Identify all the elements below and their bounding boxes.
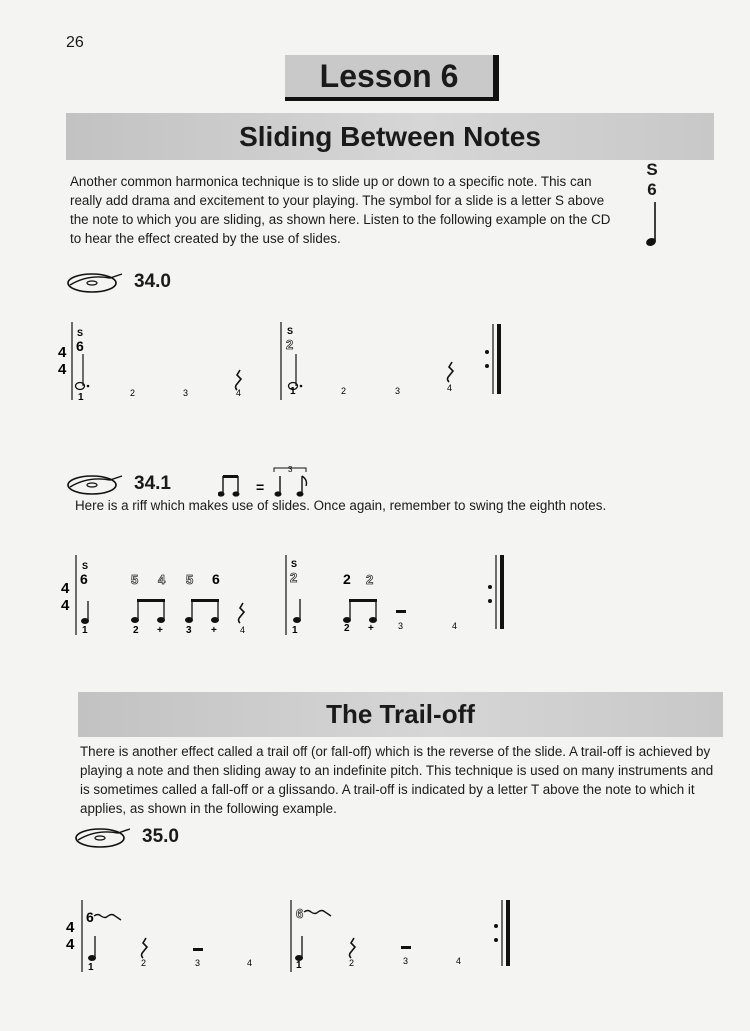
eighth-note-pair — [343, 599, 377, 623]
quarter-rest-icon — [236, 370, 242, 390]
time-signature-bottom: 4 — [61, 597, 70, 614]
cd-icon — [66, 472, 124, 496]
hole-number-outlined: 4 — [158, 572, 166, 587]
slide-marker: S — [82, 561, 89, 571]
music-staff-1 — [0, 320, 750, 405]
beat-count: 3 — [403, 956, 409, 966]
beat-count: 3 — [183, 388, 189, 398]
music-staff-2 — [0, 553, 750, 643]
beat-count: 1 — [88, 962, 94, 973]
quarter-note — [293, 617, 301, 623]
beat-count: + — [368, 623, 374, 634]
time-signature-top: 4 — [61, 580, 70, 597]
equals-sign: = — [256, 479, 265, 495]
hole-number: 6 — [76, 338, 84, 354]
beat-count: 3 — [398, 621, 404, 631]
eighth-note-pair — [131, 599, 165, 623]
half-rest-icon — [193, 948, 203, 951]
eighth-note-pair — [185, 599, 219, 623]
beat-count: 3 — [195, 958, 201, 968]
repeat-end-barline — [488, 555, 504, 629]
beat-count: 1 — [296, 960, 302, 971]
track-number: 34.1 — [134, 473, 171, 494]
beat-count: + — [157, 625, 163, 636]
hole-number-outlined: 2 — [366, 572, 374, 587]
hole-number: 6 — [80, 571, 88, 587]
trail-off-icon — [94, 915, 121, 921]
page-number: 26 — [66, 34, 84, 51]
trail-off-paragraph: There is another effect called a trail off (or fall-off) which is the reverse of the slide. A trail-off is achieved by playing a note and then sliding away to an indefinite pitch. This technique is used on many instruments and is sometimes called a fall-off or a glissando. A trail-off is indicated by a letter T above the note to which it applies, as shown in the following example. — [80, 744, 714, 816]
quarter-rest-icon — [448, 362, 454, 382]
hole-number-outlined: 5 — [186, 572, 194, 587]
beat-count: + — [211, 625, 217, 636]
cd-icon — [66, 270, 124, 294]
time-signature-bottom: 4 — [66, 936, 75, 953]
hole-number: 6 — [86, 909, 94, 925]
beat-count: 3 — [395, 386, 401, 396]
trail-off-icon — [304, 911, 331, 917]
half-rest-icon — [396, 610, 406, 613]
beat-count: 4 — [456, 956, 462, 966]
beat-count: 4 — [447, 383, 453, 393]
beat-count: 4 — [240, 625, 246, 635]
triplet-mark: 3 — [288, 466, 293, 474]
half-rest-icon — [401, 946, 411, 949]
track-number: 34.0 — [134, 271, 171, 292]
beat-count: 2 — [341, 386, 347, 396]
section-heading-sliding: Sliding Between Notes — [66, 113, 714, 160]
hole-number-outlined: 2 — [286, 337, 294, 352]
cd-track-34-1 — [66, 472, 171, 496]
dotted-half-note — [76, 354, 90, 390]
slide-symbol-hole: 6 — [647, 180, 657, 199]
beat-count: 4 — [236, 388, 242, 398]
beat-count: 2 — [141, 958, 147, 968]
sliding-paragraph: Another common harmonica technique is to slide up or down to a specific note. This can really add drama and excitement to your playing. The symbol for a slide is a letter S above the note to which you are sliding, as shown here. Listen to the following example on the CD to hear the effect created by the use of slides. — [70, 174, 611, 246]
beat-count: 2 — [133, 625, 139, 636]
slide-marker: S — [291, 559, 298, 569]
beat-count: 1 — [292, 625, 298, 636]
beat-count: 4 — [247, 958, 253, 968]
hole-number: 2 — [343, 571, 351, 587]
track-number: 35.0 — [142, 826, 179, 847]
quarter-note-icon — [640, 200, 664, 250]
slide-symbol-letter: S — [646, 160, 658, 179]
slide-marker: S — [287, 326, 294, 336]
beat-count: 2 — [349, 958, 355, 968]
beat-count: 2 — [344, 623, 350, 634]
slide-symbol-example — [640, 160, 664, 255]
time-signature-top: 4 — [66, 919, 75, 936]
riff-description: Here is a riff which makes use of slides. Once again, remember to swing the eighth notes. — [75, 498, 607, 513]
beat-count: 1 — [82, 625, 88, 636]
slide-marker: S — [77, 328, 84, 338]
quarter-note — [81, 618, 89, 624]
beat-count: 1 — [290, 386, 296, 397]
cd-icon — [74, 825, 132, 849]
hole-number-outlined: 2 — [290, 570, 298, 585]
time-signature-top: 4 — [58, 344, 67, 361]
hole-number: 6 — [212, 571, 220, 587]
quarter-rest-icon — [239, 603, 245, 623]
beat-count: 2 — [130, 388, 136, 398]
repeat-end-barline — [485, 324, 501, 394]
cd-track-35-0 — [74, 825, 179, 849]
quarter-rest-icon — [350, 938, 356, 958]
cd-track-34-0 — [66, 270, 171, 294]
beat-count: 1 — [78, 392, 84, 403]
beat-count: 3 — [186, 625, 192, 636]
hole-number-outlined: 5 — [131, 572, 139, 587]
lesson-title: Lesson 6 — [285, 55, 499, 101]
hole-number-outlined: 6 — [296, 906, 304, 921]
music-staff-3 — [0, 898, 750, 978]
section-heading-trail-off: The Trail-off — [78, 692, 723, 737]
beat-count: 4 — [452, 621, 458, 631]
quarter-rest-icon — [142, 938, 148, 958]
swing-eighths-notation — [218, 466, 328, 500]
dotted-half-note — [289, 354, 303, 390]
time-signature-bottom: 4 — [58, 361, 67, 378]
quarter-note — [88, 955, 96, 961]
repeat-end-barline — [494, 900, 510, 966]
